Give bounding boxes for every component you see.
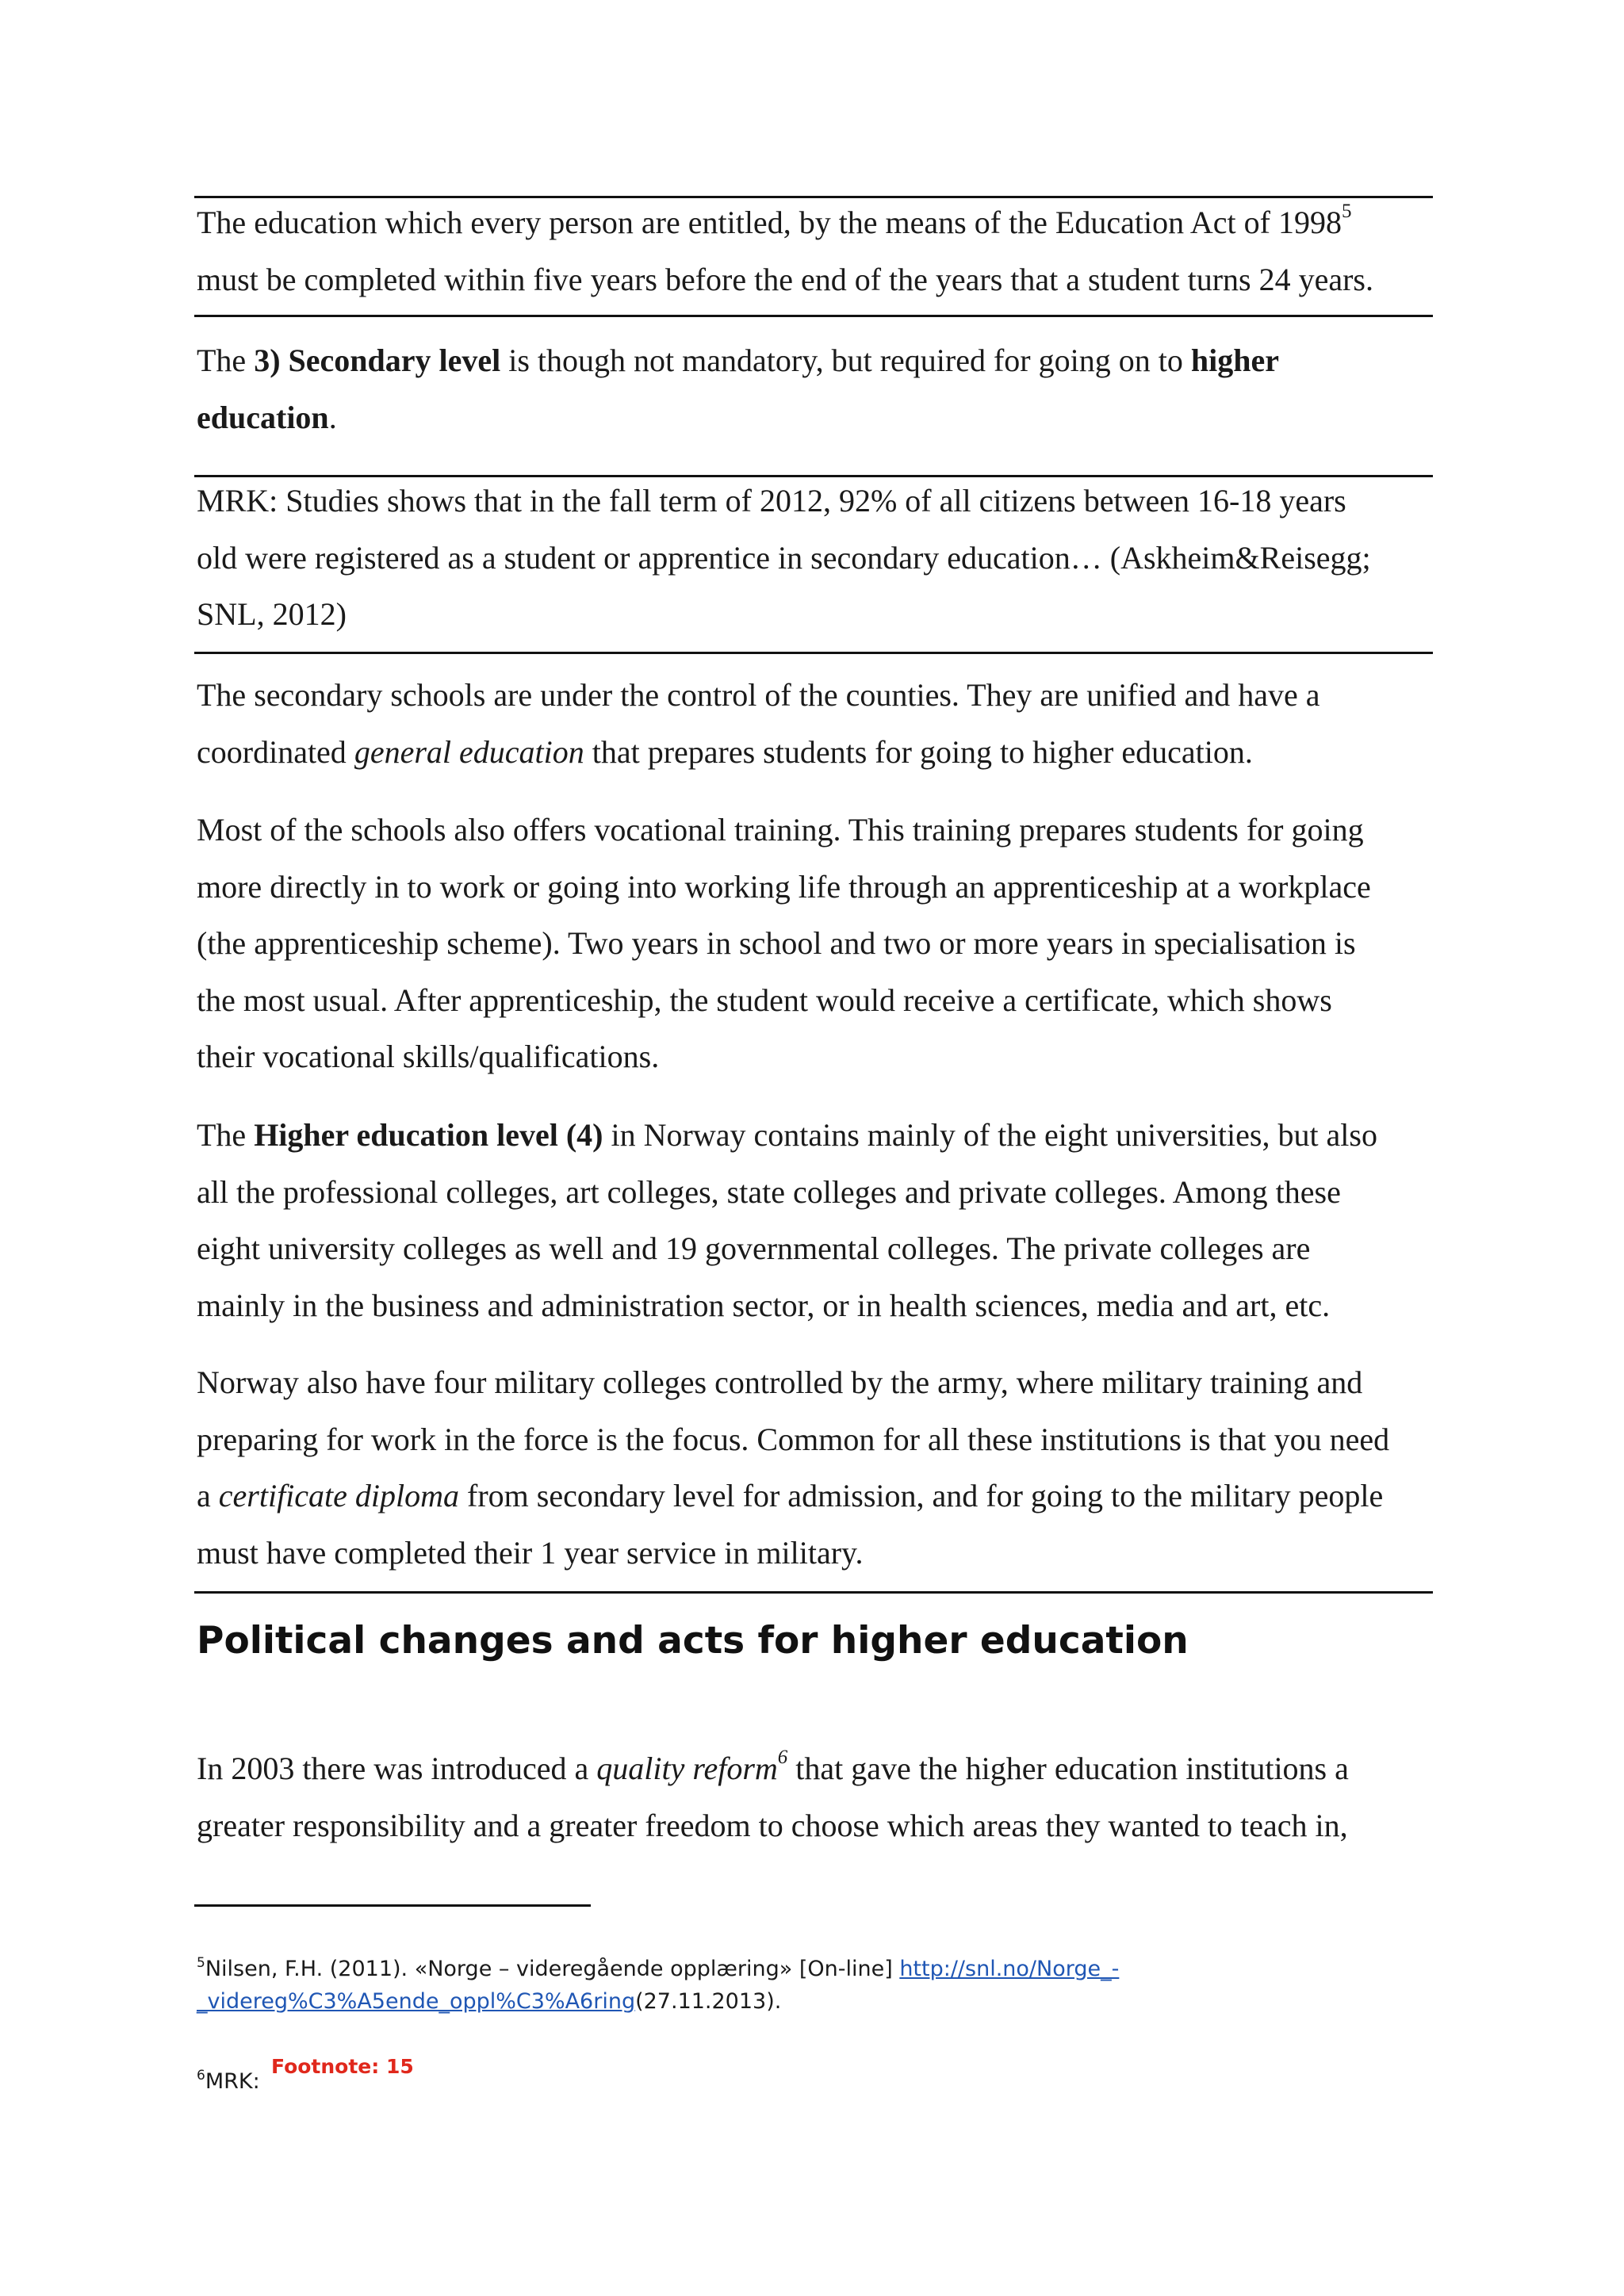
section-rule bbox=[194, 652, 1433, 654]
paragraph-secondary-level: The 3) Secondary level is though not mandatory, but required for going on to higher education. bbox=[197, 342, 1279, 435]
footnote-link[interactable]: http://snl.no/Norge_- bbox=[899, 1957, 1120, 1981]
section-rule bbox=[194, 1591, 1433, 1594]
footnote-link-continued[interactable]: _videreg%C3%A5ende_oppl%C3%A6ring bbox=[197, 1989, 636, 2014]
paragraph-higher-education: The Higher education level (4) in Norway contains mainly of the eight universities, but also all the professional colleges, art colleges, state colleges and private colleges. Among these eight university colleges as well and 19 governmental colleges. The private colleges are mainly in the business and administration sector, or in health sciences, media and art, etc. bbox=[197, 1117, 1377, 1323]
footnote-ref-5[interactable]: 5 bbox=[1341, 201, 1352, 222]
paragraph-secondary-schools: The secondary schools are under the control of the counties. They are unified and have a coordinated general education that prepares students for going to higher education. bbox=[197, 677, 1320, 770]
section-rule bbox=[194, 315, 1433, 317]
section-heading: Political changes and acts for higher education bbox=[197, 1619, 1189, 1663]
paragraph-vocational-training: Most of the schools also offers vocational training. This training prepares students for going more directly in to work or going into working life through an apprenticeship at a workplace (the apprenticeship scheme). Two years in school and two or more years in specialisation is the most usual. After apprenticeship, the student would receive a certificate, which shows their vocational skills/qualifications. bbox=[197, 812, 1371, 1074]
footnote-separator bbox=[194, 1904, 591, 1907]
paragraph-quality-reform: In 2003 there was introduced a quality reform$^6$ that gave the higher education institutions a greater responsibility and a greater freedom to choose which areas they wanted to teach in, bbox=[197, 1747, 1349, 1843]
paragraph-education-act: The education which every person are entitled, by the means of the Education Act of 1998$^5$ must be completed within five years before the end of the years that a student turns 24 years. bbox=[197, 201, 1373, 297]
footnote-6: $^6$MRK: bbox=[197, 2068, 260, 2094]
footnote-ref-6[interactable]: 6 bbox=[777, 1747, 788, 1768]
footnote-5: $^5$Nilsen, F.H. (2011). «Norge – videregående opplæring» [On-line] http://snl.no/Norge_- _videreg%C3%A5ende_oppl%C3%A6ring(27.11.2013). bbox=[197, 1955, 1120, 2014]
paragraph-mrk-studies: MRK: Studies shows that in the fall term of 2012, 92% of all citizens between 16-18 years old were registered as a student or apprentice in secondary education… (Askheim&Reisegg; SNL, 2012) bbox=[197, 483, 1371, 632]
footnote-annotation-label: Footnote: 15 bbox=[271, 2055, 414, 2078]
paragraph-military-colleges: Norway also have four military colleges controlled by the army, where military training and preparing for work in the force is the focus. Common for all these institutions is that you need a certificate diploma from secondary level for admission, and for going to the military people must have completed their 1 year service in military. bbox=[197, 1364, 1390, 1571]
